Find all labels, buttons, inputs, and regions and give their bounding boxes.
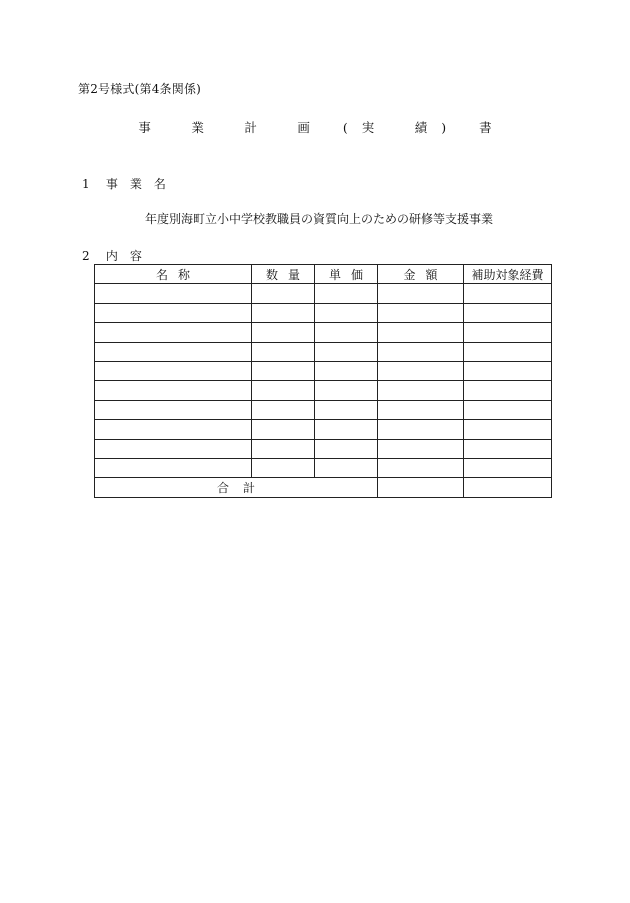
table-row — [95, 400, 552, 419]
table-row — [95, 439, 552, 458]
total-row — [95, 478, 552, 497]
cell-name[interactable] — [95, 381, 252, 400]
table-row — [95, 342, 552, 361]
cell-unit-price[interactable] — [315, 361, 378, 380]
cell-subsidy[interactable] — [464, 323, 552, 342]
cell-quantity[interactable] — [252, 323, 315, 342]
cell-unit-price[interactable] — [315, 381, 378, 400]
total-amount-cell[interactable] — [378, 478, 464, 497]
cell-amount[interactable] — [378, 400, 464, 419]
cell-subsidy[interactable] — [464, 439, 552, 458]
cell-quantity[interactable] — [252, 284, 315, 303]
cell-amount[interactable] — [378, 361, 464, 380]
table-row — [95, 361, 552, 380]
cell-subsidy[interactable] — [464, 342, 552, 361]
cell-subsidy[interactable] — [464, 303, 552, 322]
project-name: 年度別海町立小中学校教職員の資質向上のための研修等支援事業 — [145, 212, 494, 226]
cell-subsidy[interactable] — [464, 284, 552, 303]
total-subsidy-cell[interactable] — [464, 478, 552, 497]
cell-subsidy[interactable] — [464, 400, 552, 419]
cell-name[interactable] — [95, 458, 252, 477]
cell-amount[interactable] — [378, 420, 464, 439]
header-amount: 金額 — [378, 265, 464, 284]
content-table — [94, 264, 552, 498]
cell-quantity[interactable] — [252, 303, 315, 322]
cell-quantity[interactable] — [252, 420, 315, 439]
table-row — [95, 420, 552, 439]
cell-name[interactable] — [95, 361, 252, 380]
cell-name[interactable] — [95, 400, 252, 419]
section-2-number: 2 — [82, 249, 90, 263]
cell-name[interactable] — [95, 303, 252, 322]
cell-quantity[interactable] — [252, 381, 315, 400]
cell-subsidy[interactable] — [464, 381, 552, 400]
table-row — [95, 458, 552, 477]
table-row — [95, 381, 552, 400]
table-header-row — [95, 265, 552, 284]
table-row — [95, 284, 552, 303]
cell-unit-price[interactable] — [315, 284, 378, 303]
total-label: 合計 — [95, 478, 378, 497]
header-subsidy: 補助対象経費 — [464, 265, 552, 284]
table-row — [95, 303, 552, 322]
cell-amount[interactable] — [378, 284, 464, 303]
cell-name[interactable] — [95, 284, 252, 303]
cell-unit-price[interactable] — [315, 342, 378, 361]
cell-subsidy[interactable] — [464, 361, 552, 380]
cell-name[interactable] — [95, 323, 252, 342]
section-1-label: 事業名 — [105, 177, 178, 191]
section-1-number: 1 — [82, 177, 90, 191]
cell-amount[interactable] — [378, 303, 464, 322]
cell-unit-price[interactable] — [315, 400, 378, 419]
table-body — [95, 284, 552, 478]
cell-quantity[interactable] — [252, 361, 315, 380]
section-1-heading — [82, 175, 178, 192]
cell-quantity[interactable] — [252, 400, 315, 419]
header-name: 名称 — [95, 265, 252, 284]
cell-subsidy[interactable] — [464, 420, 552, 439]
cell-amount[interactable] — [378, 381, 464, 400]
cell-name[interactable] — [95, 342, 252, 361]
header-unit-price: 単価 — [315, 265, 378, 284]
cell-subsidy[interactable] — [464, 458, 552, 477]
cell-unit-price[interactable] — [315, 323, 378, 342]
cell-name[interactable] — [95, 420, 252, 439]
cell-quantity[interactable] — [252, 439, 315, 458]
cell-amount[interactable] — [378, 342, 464, 361]
cell-quantity[interactable] — [252, 458, 315, 477]
cell-name[interactable] — [95, 439, 252, 458]
header-quantity: 数量 — [252, 265, 315, 284]
section-2-label: 内容 — [105, 249, 154, 263]
document-title: 事 業 計 画 (実 績) 書 — [138, 120, 506, 135]
cell-amount[interactable] — [378, 439, 464, 458]
form-number: 第2号様式(第4条関係) — [78, 82, 202, 96]
section-2-heading — [82, 247, 154, 264]
cell-unit-price[interactable] — [315, 303, 378, 322]
cell-unit-price[interactable] — [315, 420, 378, 439]
cell-quantity[interactable] — [252, 342, 315, 361]
table-row — [95, 323, 552, 342]
cell-amount[interactable] — [378, 323, 464, 342]
cell-amount[interactable] — [378, 458, 464, 477]
cell-unit-price[interactable] — [315, 439, 378, 458]
cell-unit-price[interactable] — [315, 458, 378, 477]
